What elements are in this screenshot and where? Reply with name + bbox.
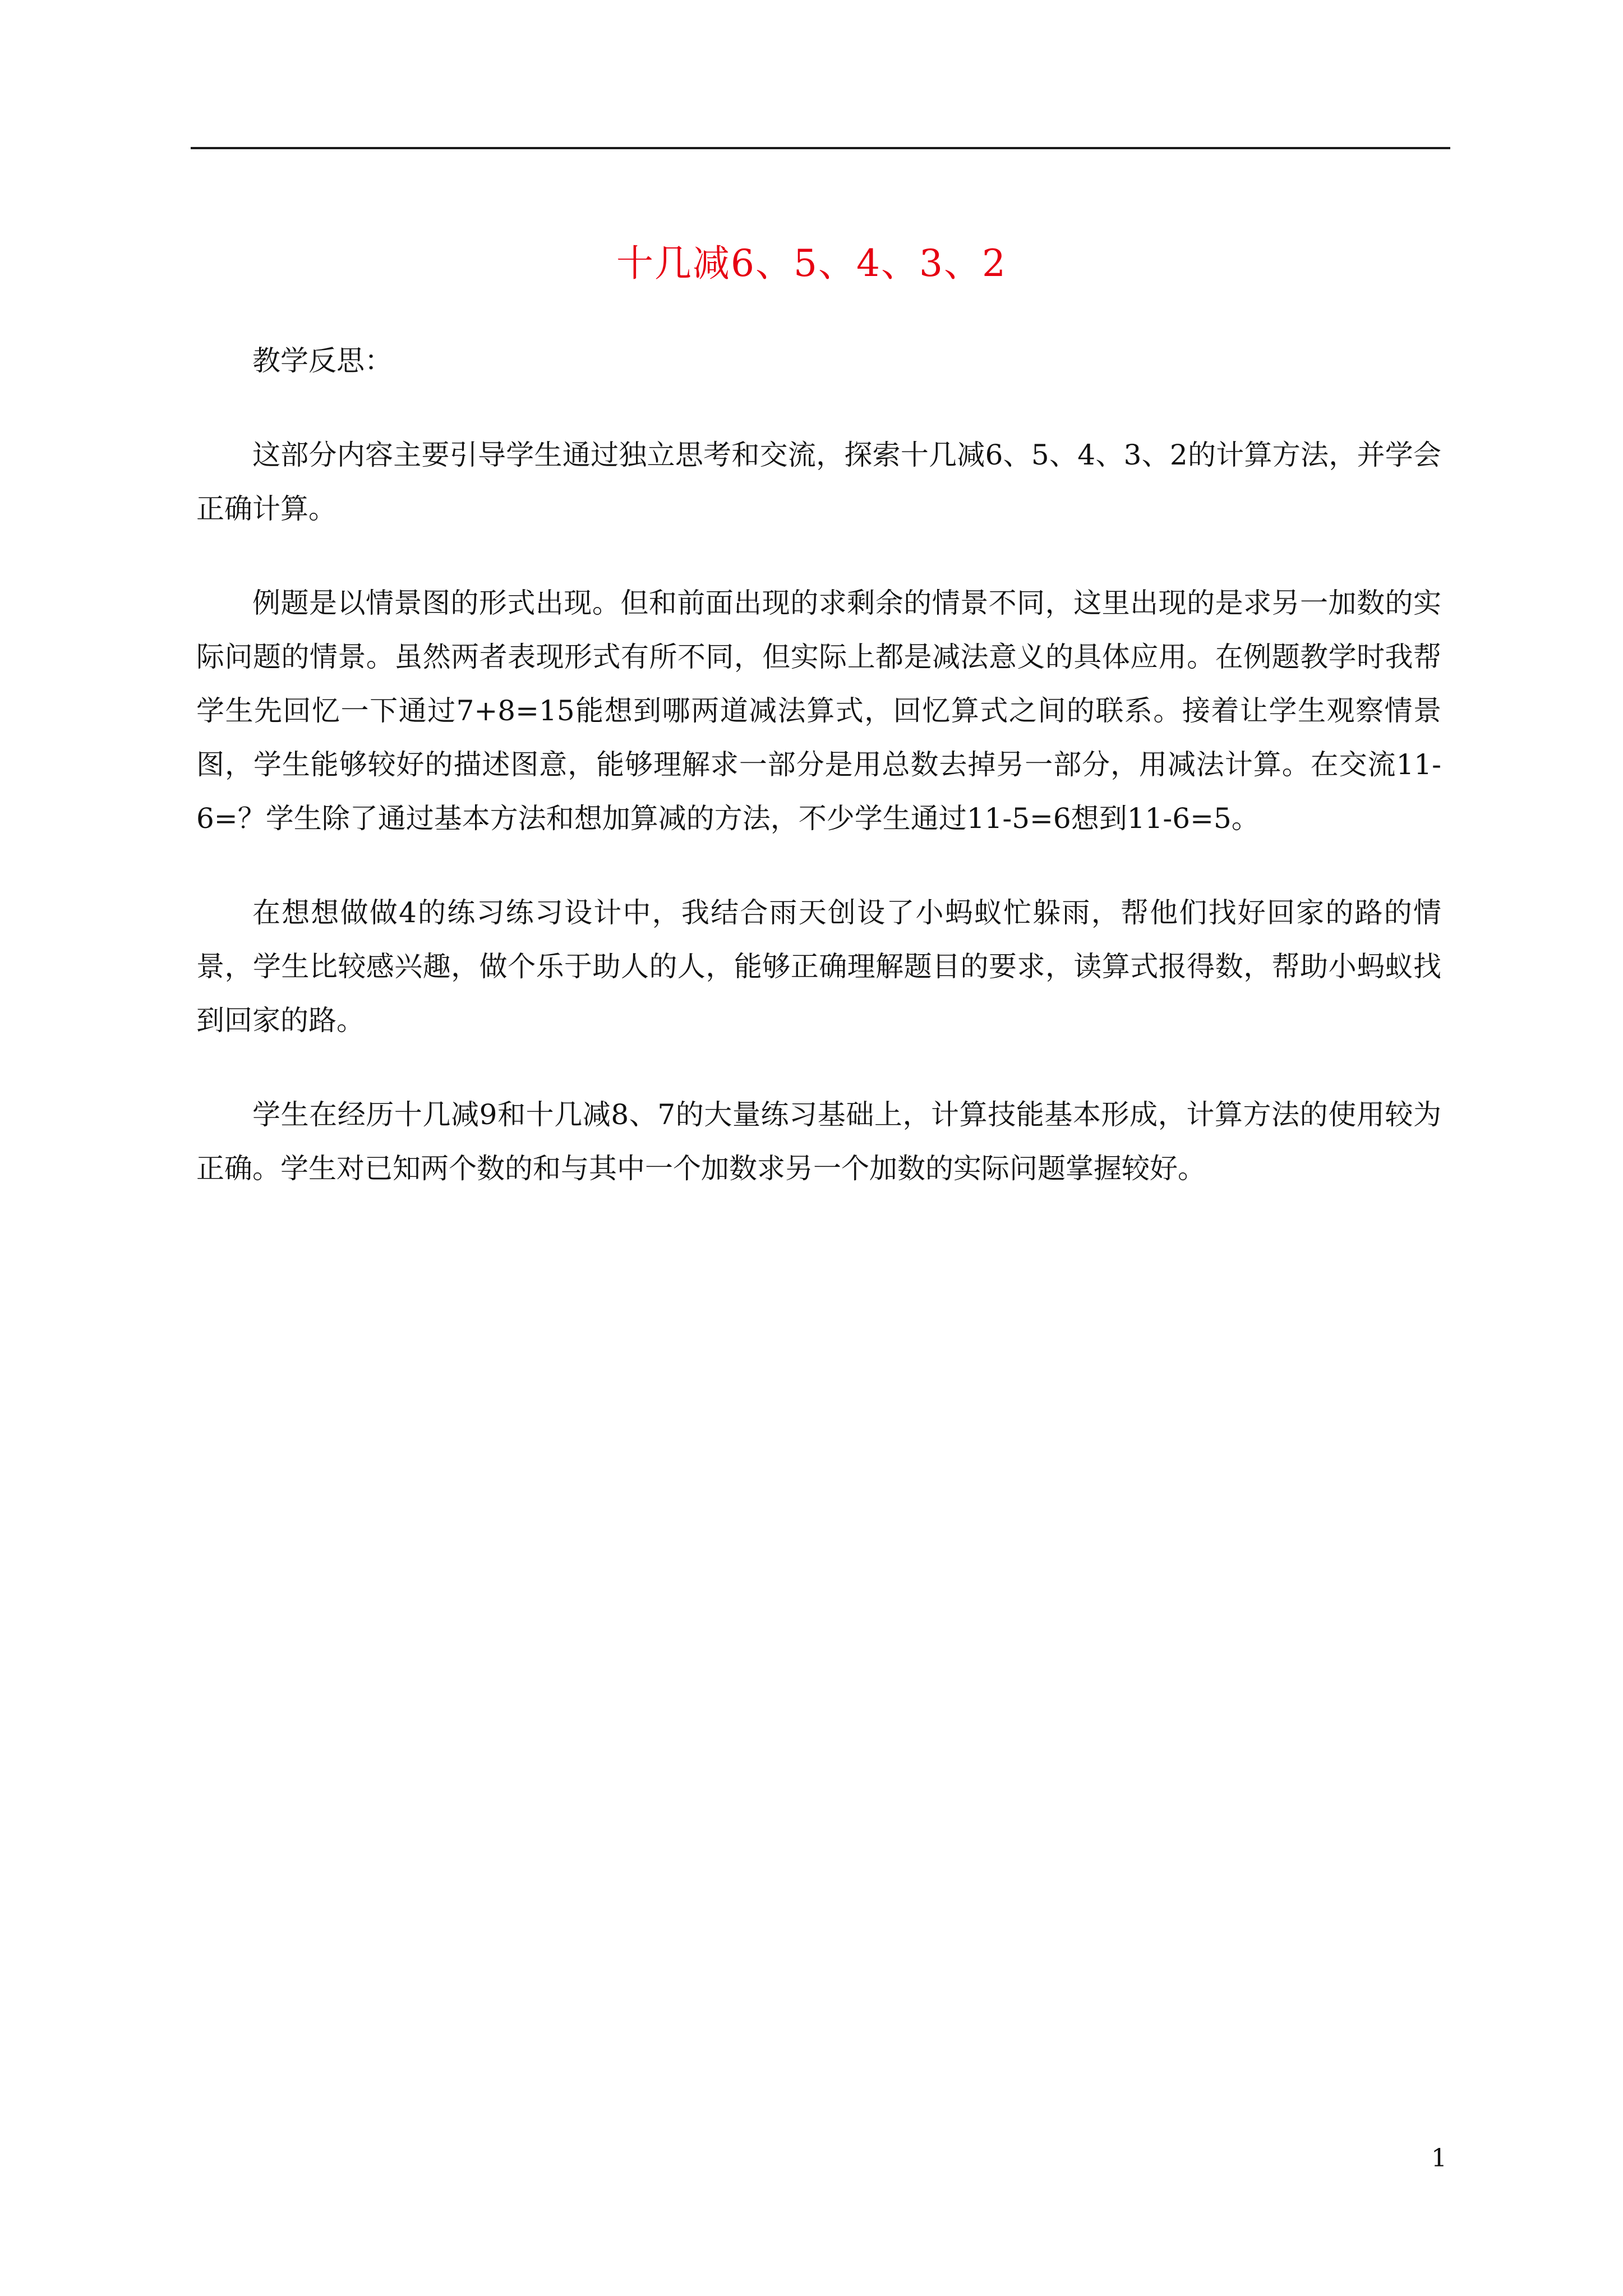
document-title: 十几减6、5、4、3、2	[616, 242, 1007, 285]
section-heading: 教学反思：	[252, 344, 393, 377]
header-rule	[191, 147, 1450, 149]
document-body	[196, 334, 1441, 1195]
paragraph-3: 在想想做做4的练习练习设计中，我结合雨天创设了小蚂蚁忙躲雨，帮他们找好回家的路的情景，学生比较感兴趣，做个乐于助人的人，能够正确理解题目的要求，读算式报得数，帮助小蚂蚁找到回家的路。	[196, 896, 1441, 1037]
page-number: 1	[1431, 2144, 1447, 2173]
paragraph-2: 例题是以情景图的形式出现。但和前面出现的求剩余的情景不同，这里出现的是求另一加数的实际问题的情景。虽然两者表现形式有所不同，但实际上都是减法意义的具体应用。在例题教学时我帮学生先回忆一下通过7+8=15能想到哪两道减法算式，回忆算式之间的联系。接着让学生观察情景图，学生能够较好的描述图意，能够理解求一部分是用总数去掉另一部分，用减法计算。在交流11-6=？学生除了通过基本方法和想加算减的方法，不少学生通过11-5=6想到11-6=5。	[196, 587, 1441, 835]
paragraph-1: 这部分内容主要引导学生通过独立思考和交流，探索十几减6、5、4、3、2的计算方法，并学会正确计算。	[196, 439, 1441, 525]
paragraph-4: 学生在经历十几减9和十几减8、7的大量练习基础上，计算技能基本形成，计算方法的使用较为正确。学生对已知两个数的和与其中一个加数求另一个加数的实际问题掌握较好。	[196, 1098, 1441, 1185]
